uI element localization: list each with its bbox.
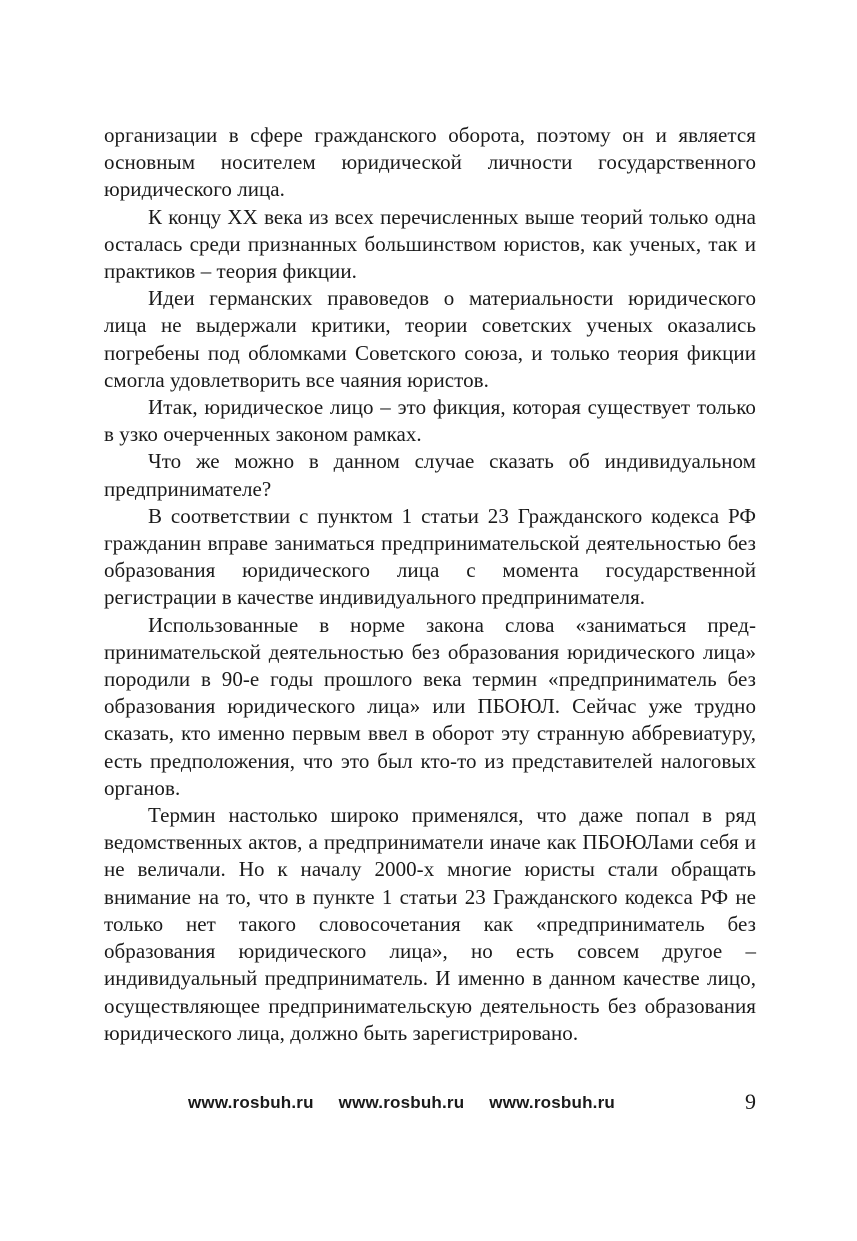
footer-link[interactable]: www.rosbuh.ru (338, 1093, 465, 1112)
footer-links (188, 1093, 615, 1113)
page-footer (104, 1089, 756, 1123)
paragraph-term-usage: Термин настолько широко применялся, что даже попал в ряд ведомственных актов, а предприниматели иначе как ПБОЮЛами себя и не величали. Но к началу 2000-х многие юристы стали обращать внимание на то, что в пункте 1 статьи 23 Гражданского кодекса РФ не только нет такого словосочетания как «предприниматель без образования юридического лица», но есть совсем другое – индивидуальный предприниматель. И именно в данном качестве лицо, осуществляющее предпринимательскую деятельность без образования юридического лица, должно быть зарегистрировано. (104, 803, 756, 1045)
paragraph-continuation: организации в сфере гражданского оборота, поэтому он и является основным носителем юридической личности государственного юридического лица. (104, 123, 756, 202)
paragraph-question: Что же можно в данном случае сказать об индивидуальном предпринимателе? (104, 449, 756, 501)
paragraph-legal-entity-fiction: Итак, юридическое лицо – это фикция, которая существует только в узко очерченных законом рамках. (104, 395, 756, 447)
footer-link[interactable]: www.rosbuh.ru (188, 1093, 314, 1112)
page-number: 9 (745, 1089, 756, 1114)
paragraph-civil-code: В соответствии с пунктом 1 статьи 23 Гражданского кодекса РФ гражданин вправе заниматься предпринимательской деятельностью без образования юридического лица с момента государственной регистрации в качестве индивидуального предпринимателя. (104, 503, 756, 610)
paragraph-theory-of-fiction: К концу XX века из всех перечисленных выше теорий только одна осталась среди признанных большинством юристов, как ученых, так и практиков – теория фикции. (104, 204, 756, 284)
footer-link[interactable]: www.rosbuh.ru (489, 1093, 615, 1112)
paragraph-pboyul-origin: Использованные в норме закона слова «заниматься предпринимательской деятельностью без образования юридического лица» породили в 90-е годы прошлого века термин «предприниматель без образования юридического лица» или ПБОЮЛ. Сейчас уже трудно сказать, кто именно первым ввел в оборот эту странную аббревиатуру, есть предположения, что это был кто-то из представителей налоговых органов. (104, 612, 756, 800)
paragraph-german-jurists: Идеи германских правоведов о материальности юридического лица не выдержали критики, теории советских ученых оказались погребены под обломками Советского союза, и только теория фикции смогла удовлетворить все чаяния юристов. (104, 286, 756, 392)
page-body (104, 122, 756, 1047)
